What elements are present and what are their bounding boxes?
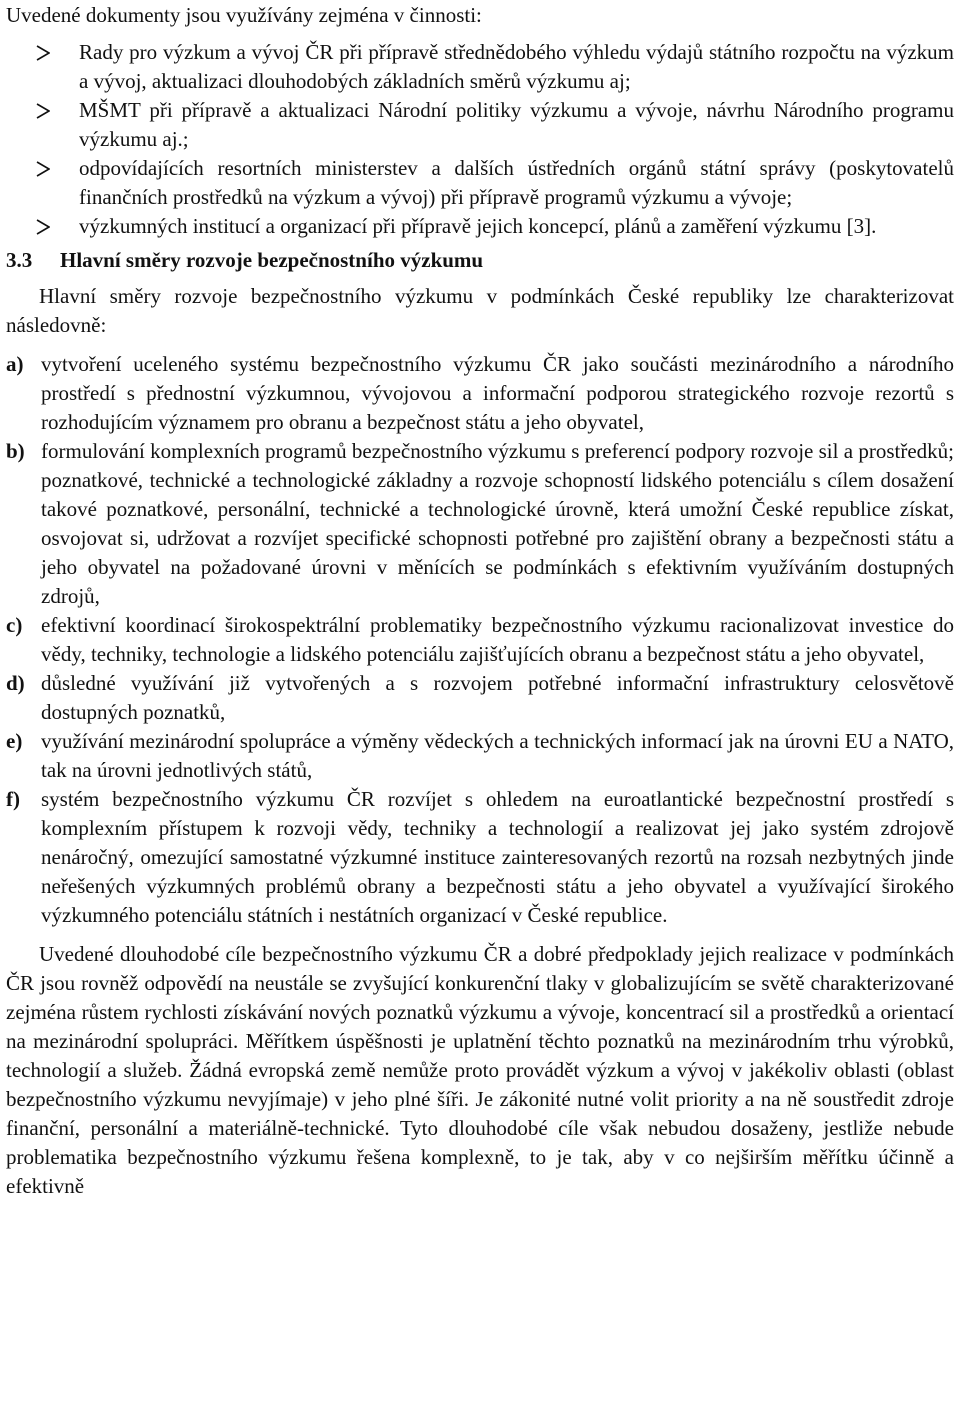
paragraph-conclusion: Uvedené dlouhodobé cíle bezpečnostního výzkumu ČR a dobré předpoklady jejich realizace v podmínkách ČR jsou rovněž odpovědí na neustále se zvyšující konkurenční tlaky v globalizujícím se světě charakterizované zejména růstem rychlosti získávání nových poznatků výzkumu a vývoje, koncentrací sil a prostředků a orientací na mezinárodní spolupráci. Měřítkem úspěšnosti je uplatnění těchto poznatků na mezinárodním trhu výrobků, technologií a služeb. Žádná evropská země nemůže proto provádět výzkum a vývoj v jakékoliv oblasti (oblast bezpečnostního výzkumu nevyjímaje) v jeho plné šíři. Je zákonité nutné volit priority a na ně soustředit zdroje finanční, personální a materiálně-technické. Tyto dlouhodobé cíle však nebudou dosaženy, jestliže nebude problematika bezpečnostního výzkumu řešena komplexně, to je tak, aby v co nejširším měřítku účinně a efektivně — [6, 942, 954, 1198]
item-text: důsledné využívání již vytvořených a s rozvojem potřebné informační infrastruktury celosvětově dostupných poznatků, — [41, 671, 954, 724]
item-text: vytvoření uceleného systému bezpečnostního výzkumu ČR jako součásti mezinárodního a národního prostředí s přednostní výzkumnou, vývojovou a informační podporou strategického rozvoje rezortů s rozhodujícím významem pro obranu a bezpečnost státu a jeho obyvatel, — [41, 352, 954, 434]
arrowhead-bullet-icon — [36, 103, 50, 119]
item-letter: f) — [6, 787, 20, 811]
item-text: formulování komplexních programů bezpečnostního výzkumu s preferencí podpory rozvoje sil a prostředků; poznatkové, technické a technologické základny a rozvoje schopností lidského potenciálu s cílem dosažení takové poznatkové, personální, technické a technologické úrovně, která umožní České republice získat, osvojovat si, udržovat a rozvíjet specifické schopnosti potřebné pro zajištění obrany a bezpečnosti státu a jeho obyvatel na požadované úrovni v měnících se podmínkách s efektivním využíváním dostupných zdrojů, — [41, 439, 954, 608]
bullet-list — [6, 38, 954, 241]
intro-text: Uvedené dokumenty jsou využívány zejména v činnosti: — [6, 3, 482, 27]
item-letter: e) — [6, 729, 23, 753]
bullet-text: MŠMT při přípravě a aktualizaci Národní politiky výzkumu a vývoje, návrhu Národního programu výzkumu aj.; — [79, 98, 954, 151]
section-heading — [6, 245, 954, 275]
list-item — [6, 437, 954, 611]
item-letter: d) — [6, 671, 25, 695]
item-letter: c) — [6, 613, 23, 637]
bullet-item — [6, 154, 954, 212]
document-page — [6, 0, 954, 1201]
list-item — [6, 350, 954, 437]
section-number: 3.3 — [6, 248, 33, 272]
bullet-item — [6, 38, 954, 96]
section-title: Hlavní směry rozvoje bezpečnostního výzkumu — [60, 248, 484, 272]
bullet-item — [6, 212, 954, 241]
item-text: efektivní koordinací širokospektrální problematiky bezpečnostního výzkumu racionalizovat investice do vědy, techniky, technologie a lidského potenciálu zajišťujících obranu a bezpečnost státu a jeho obyvatel, — [41, 613, 954, 666]
item-letter: b) — [6, 439, 25, 463]
list-item — [6, 727, 954, 785]
bullet-text: Rady pro výzkum a vývoj ČR při přípravě střednědobého výhledu výdajů státního rozpočtu na výzkum a vývoj, aktualizaci dlouhodobých základních směrů výzkumu aj; — [79, 40, 954, 93]
list-item — [6, 669, 954, 727]
bullet-text: odpovídajících resortních ministerstev a dalších ústředních orgánů státní správy (poskytovatelů finančních prostředků na výzkum a vývoj) při přípravě programů výzkumu a vývoje; — [79, 156, 954, 209]
item-letter: a) — [6, 352, 24, 376]
item-text: systém bezpečnostního výzkumu ČR rozvíjet s ohledem na euroatlantické bezpečnostní prostředí s komplexním přístupem k rozvoji vědy, techniky a technologií a realizovat jej jako systém zdrojově nenáročný, omezující samostatné výzkumné instituce zainteresovaných rezortů na rozsah nezbytných jinde neřešených výzkumných problémů obrany a bezpečnosti státu a jeho obyvatel a využívající širokého výzkumného potenciálu státních i nestátních organizací v České republice. — [41, 787, 954, 927]
bullet-item — [6, 96, 954, 154]
bullet-text: výzkumných institucí a organizací při přípravě jejich koncepcí, plánů a zaměření výzkumu [3]. — [79, 214, 877, 238]
list-item — [6, 785, 954, 930]
list-item — [6, 611, 954, 669]
paragraph-intro: Hlavní směry rozvoje bezpečnostního výzkumu v podmínkách České republiky lze charakterizovat následovně: — [6, 284, 954, 337]
lettered-list — [6, 350, 954, 930]
item-text: využívání mezinárodní spolupráce a výměny vědeckých a technických informací jak na úrovni EU a NATO, tak na úrovni jednotlivých států, — [41, 729, 954, 782]
arrowhead-bullet-icon — [36, 45, 50, 61]
arrowhead-bullet-icon — [36, 219, 50, 235]
arrowhead-bullet-icon — [36, 161, 50, 177]
